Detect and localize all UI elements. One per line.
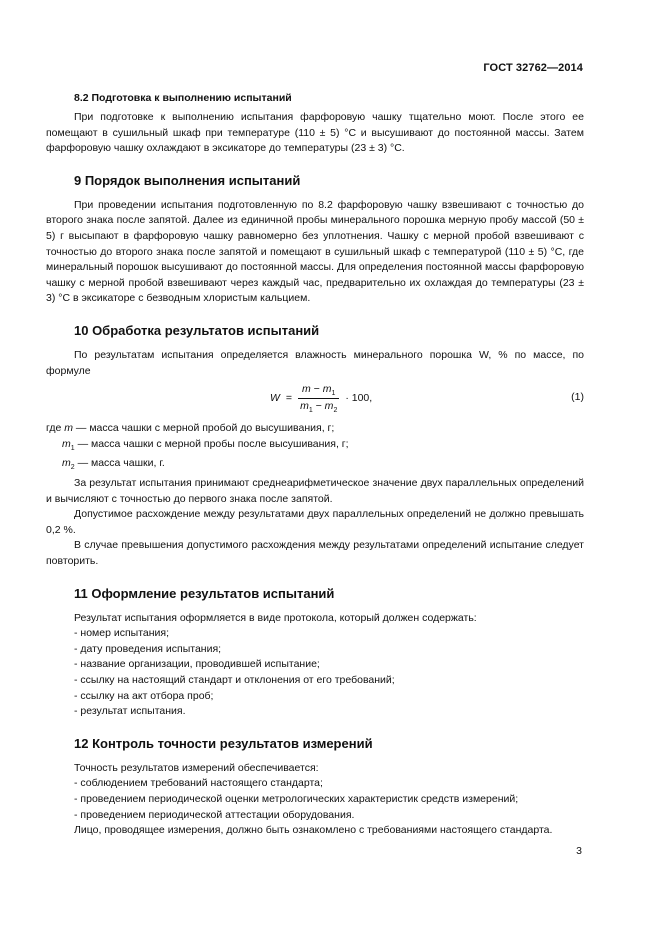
formula-expression xyxy=(270,381,372,415)
formula-equals: = xyxy=(285,392,293,405)
where-line-m: где m — масса чашки с мерной пробой до высушивания, г; xyxy=(46,422,335,435)
formula-1 xyxy=(46,381,584,415)
section-12-closing: Лицо, проводящее измерения, должно быть ознакомлено с требованиями настоящего стандарта. xyxy=(74,824,553,837)
list-item: - ссылку на акт отбора проб; xyxy=(74,689,214,702)
section-9-heading: 9 Порядок выполнения испытаний xyxy=(74,172,301,188)
list-item: - ссылку на настоящий стандарт и отклонения от его требований; xyxy=(74,674,395,687)
section-8-2-paragraph: При подготовке к выполнению испытания фарфоровую чашку тщательно моют. После этого ее помещают в сушильный шкаф при температуре (110 ± 5) °С и высушивают до постоянной массы. Затем фарфоровую чашку охлаждают в эксикаторе до температуры (23 ± 3) °С. xyxy=(46,111,584,155)
section-8-2 xyxy=(46,92,584,157)
list-item: - результат испытания. xyxy=(74,705,186,718)
section-12-intro: Точность результатов измерений обеспечивается: xyxy=(74,761,319,774)
formula-numerator: $m - m_1$ xyxy=(298,383,339,399)
section-11 xyxy=(46,586,584,720)
standard-code-header: ГОСТ 32762—2014 xyxy=(483,62,583,74)
formula-lhs: W xyxy=(270,392,280,405)
section-10-paragraph-repeat: В случае превышения допустимого расхождения между результатами определений испытание следует повторить. xyxy=(46,539,584,568)
section-10-paragraph-tolerance: Допустимое расхождение между результатами двух параллельных определений не должно превышать 0,2 %. xyxy=(46,508,584,536)
section-10-intro: По результатам испытания определяется влажность минерального порошка W, % по массе, по формуле xyxy=(46,348,584,377)
section-10-paragraph-result: За результат испытания принимают среднеарифметическое значение двух параллельных определений и вычисляют с точностью до первого знака после запятой. xyxy=(46,477,584,505)
section-10-heading: 10 Обработка результатов испытаний xyxy=(74,322,320,338)
formula-number: (1) xyxy=(571,391,584,404)
where-line-m2: $m_2$ — масса чашки, г. xyxy=(62,457,165,472)
list-item: - номер испытания; xyxy=(74,627,170,640)
formula-fraction xyxy=(296,383,341,414)
document-body xyxy=(46,92,584,855)
section-11-heading: 11 Оформление результатов испытаний xyxy=(74,585,335,601)
page-number: 3 xyxy=(576,845,582,857)
formula-denominator: $m_1 - m_2$ xyxy=(300,399,338,414)
section-9 xyxy=(46,173,584,307)
list-item: - соблюдением требований настоящего стандарта; xyxy=(74,777,323,790)
section-10 xyxy=(46,323,584,570)
list-item: - проведением периодической аттестации оборудования. xyxy=(74,808,355,821)
list-item: - проведением периодической оценки метрологических характеристик средств измерений; xyxy=(74,793,519,805)
section-12-heading: 12 Контроль точности результатов измерений xyxy=(74,735,373,751)
section-8-2-heading: 8.2 Подготовка к выполнению испытаний xyxy=(74,92,292,104)
formula-tail: · 100, xyxy=(345,392,373,405)
list-item: - название организации, проводившей испытание; xyxy=(74,658,320,671)
list-item: - дату проведения испытания; xyxy=(74,642,222,655)
section-11-intro: Результат испытания оформляется в виде протокола, который должен содержать: xyxy=(74,611,477,624)
section-12 xyxy=(46,736,584,839)
where-line-m1: $m_1$ — масса чашки с мерной пробы после высушивания, г; xyxy=(62,437,349,452)
section-9-paragraph: При проведении испытания подготовленную по 8.2 фарфоровую чашку взвешивают с точностью до второго знака после запятой. Далее из единичной пробы минерального порошка мерную пробу массой (50 ± 5) г высыпают в фарфоровую чашку равномерно без уплотнения. Чашку с мерной пробой взвешивают с точностью до второго знака после запятой и помещают в сушильный шкаф с температурой (110 ± 5) °С, где минеральный порошок высушивают до постоянной массы. Для определения постоянной массы фарфоровую чашку с мерной пробой взвешивают через каждый час, предварительно их охлаждая до температуры (23 ± 3) °С в эксикаторе с безводным хлористым кальцием. xyxy=(46,198,584,305)
